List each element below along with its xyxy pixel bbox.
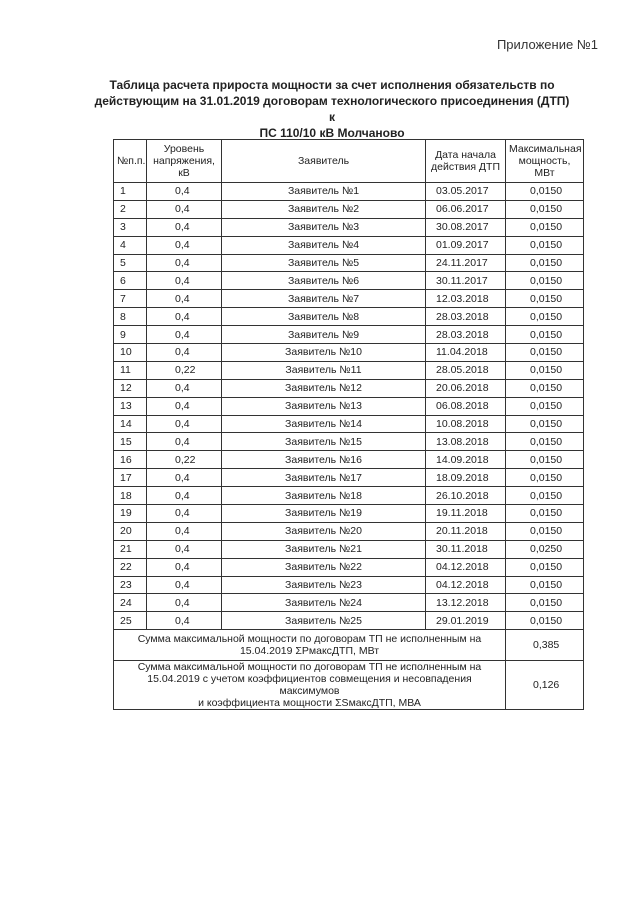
row-voltage: 0,4 bbox=[147, 540, 222, 558]
summary-row-2 bbox=[114, 661, 584, 710]
row-applicant: Заявитель №2 bbox=[222, 200, 426, 218]
row-applicant: Заявитель №10 bbox=[222, 344, 426, 362]
row-num: 20 bbox=[114, 522, 147, 540]
row-voltage: 0,4 bbox=[147, 236, 222, 254]
row-date: 11.04.2018 bbox=[426, 344, 506, 362]
table-row bbox=[114, 433, 584, 451]
summary-1-line-1: Сумма максимальной мощности по договорам ТП не исполненным на bbox=[137, 633, 482, 646]
row-num: 10 bbox=[114, 344, 147, 362]
row-power: 0,0150 bbox=[506, 469, 584, 487]
row-num: 1 bbox=[114, 183, 147, 201]
row-power: 0,0150 bbox=[506, 558, 584, 576]
row-power: 0,0150 bbox=[506, 594, 584, 612]
title-line-1: Таблица расчета прироста мощности за счет исполнения обязательств по bbox=[109, 78, 555, 92]
row-power: 0,0150 bbox=[506, 612, 584, 630]
row-power: 0,0150 bbox=[506, 522, 584, 540]
table-row bbox=[114, 540, 584, 558]
row-date: 20.11.2018 bbox=[426, 522, 506, 540]
table-row bbox=[114, 290, 584, 308]
row-num: 9 bbox=[114, 326, 147, 344]
row-voltage: 0,4 bbox=[147, 505, 222, 523]
row-voltage: 0,4 bbox=[147, 522, 222, 540]
appendix-label: Приложение №1 bbox=[496, 37, 598, 52]
table-row bbox=[114, 505, 584, 523]
capacity-table bbox=[113, 139, 584, 710]
row-date: 20.06.2018 bbox=[426, 379, 506, 397]
title-line-3: ПС 110/10 кВ Молчаново bbox=[259, 126, 405, 140]
row-date: 29.01.2019 bbox=[426, 612, 506, 630]
table-row bbox=[114, 469, 584, 487]
table-row bbox=[114, 612, 584, 630]
row-date: 13.08.2018 bbox=[426, 433, 506, 451]
row-num: 19 bbox=[114, 505, 147, 523]
row-applicant: Заявитель №1 bbox=[222, 183, 426, 201]
row-num: 18 bbox=[114, 487, 147, 505]
row-applicant: Заявитель №13 bbox=[222, 397, 426, 415]
summary-2-label bbox=[114, 661, 506, 710]
summary-row-1 bbox=[114, 630, 584, 661]
row-date: 04.12.2018 bbox=[426, 576, 506, 594]
row-date: 14.09.2018 bbox=[426, 451, 506, 469]
table-row bbox=[114, 218, 584, 236]
row-num: 4 bbox=[114, 236, 147, 254]
row-applicant: Заявитель №15 bbox=[222, 433, 426, 451]
row-voltage: 0,4 bbox=[147, 469, 222, 487]
row-date: 12.03.2018 bbox=[426, 290, 506, 308]
row-num: 25 bbox=[114, 612, 147, 630]
row-voltage: 0,4 bbox=[147, 218, 222, 236]
row-date: 03.05.2017 bbox=[426, 183, 506, 201]
row-power: 0,0150 bbox=[506, 236, 584, 254]
row-voltage: 0,4 bbox=[147, 576, 222, 594]
row-applicant: Заявитель №16 bbox=[222, 451, 426, 469]
row-date: 28.03.2018 bbox=[426, 326, 506, 344]
table-row bbox=[114, 397, 584, 415]
row-applicant: Заявитель №7 bbox=[222, 290, 426, 308]
row-power: 0,0150 bbox=[506, 344, 584, 362]
row-power: 0,0150 bbox=[506, 326, 584, 344]
row-voltage: 0,4 bbox=[147, 397, 222, 415]
row-power: 0,0150 bbox=[506, 397, 584, 415]
row-num: 6 bbox=[114, 272, 147, 290]
row-voltage: 0,22 bbox=[147, 361, 222, 379]
row-voltage: 0,4 bbox=[147, 612, 222, 630]
row-voltage: 0,4 bbox=[147, 344, 222, 362]
row-num: 7 bbox=[114, 290, 147, 308]
row-applicant: Заявитель №17 bbox=[222, 469, 426, 487]
row-applicant: Заявитель №4 bbox=[222, 236, 426, 254]
row-voltage: 0,4 bbox=[147, 290, 222, 308]
row-applicant: Заявитель №9 bbox=[222, 326, 426, 344]
row-voltage: 0,4 bbox=[147, 558, 222, 576]
row-power: 0,0150 bbox=[506, 272, 584, 290]
row-power: 0,0150 bbox=[506, 218, 584, 236]
row-voltage: 0,4 bbox=[147, 415, 222, 433]
document-title bbox=[90, 77, 574, 141]
header-voltage: Уровень напряжения, кВ bbox=[147, 140, 222, 183]
row-voltage: 0,4 bbox=[147, 183, 222, 201]
row-date: 06.08.2018 bbox=[426, 397, 506, 415]
row-applicant: Заявитель №14 bbox=[222, 415, 426, 433]
row-voltage: 0,4 bbox=[147, 326, 222, 344]
row-date: 04.12.2018 bbox=[426, 558, 506, 576]
row-date: 28.03.2018 bbox=[426, 308, 506, 326]
table-row bbox=[114, 326, 584, 344]
row-num: 15 bbox=[114, 433, 147, 451]
row-num: 5 bbox=[114, 254, 147, 272]
row-num: 12 bbox=[114, 379, 147, 397]
row-power: 0,0150 bbox=[506, 254, 584, 272]
summary-1-line-2: 15.04.2019 ΣPмаксДТП, МВт bbox=[239, 645, 380, 658]
header-num: №п.п. bbox=[114, 140, 147, 183]
row-voltage: 0,4 bbox=[147, 487, 222, 505]
row-num: 3 bbox=[114, 218, 147, 236]
row-date: 18.09.2018 bbox=[426, 469, 506, 487]
row-power: 0,0150 bbox=[506, 200, 584, 218]
row-power: 0,0150 bbox=[506, 451, 584, 469]
row-power: 0,0150 bbox=[506, 183, 584, 201]
table-row bbox=[114, 272, 584, 290]
table-row bbox=[114, 379, 584, 397]
table-row bbox=[114, 254, 584, 272]
row-num: 21 bbox=[114, 540, 147, 558]
row-voltage: 0,4 bbox=[147, 308, 222, 326]
summary-2-line-3: и коэффициента мощности ΣSмаксДТП, МВА bbox=[198, 697, 421, 710]
table-row bbox=[114, 183, 584, 201]
row-applicant: Заявитель №20 bbox=[222, 522, 426, 540]
row-applicant: Заявитель №22 bbox=[222, 558, 426, 576]
table-row bbox=[114, 308, 584, 326]
table-row bbox=[114, 522, 584, 540]
summary-2-line-1: Сумма максимальной мощности по договорам ТП не исполненным на bbox=[137, 661, 482, 674]
header-date: Дата начала действия ДТП bbox=[426, 140, 506, 183]
row-num: 24 bbox=[114, 594, 147, 612]
row-date: 19.11.2018 bbox=[426, 505, 506, 523]
table-row bbox=[114, 451, 584, 469]
row-applicant: Заявитель №19 bbox=[222, 505, 426, 523]
table-body bbox=[114, 183, 584, 630]
summary-1-label bbox=[114, 630, 506, 661]
title-line-2: действующим на 31.01.2019 договорам технологического присоединения (ДТП) к bbox=[94, 94, 570, 124]
row-power: 0,0150 bbox=[506, 379, 584, 397]
row-applicant: Заявитель №12 bbox=[222, 379, 426, 397]
row-date: 30.11.2017 bbox=[426, 272, 506, 290]
row-num: 8 bbox=[114, 308, 147, 326]
summary-2-line-2: 15.04.2019 с учетом коэффициентов совмещения и несовпадения максимумов bbox=[147, 673, 472, 698]
row-power: 0,0150 bbox=[506, 308, 584, 326]
row-date: 13.12.2018 bbox=[426, 594, 506, 612]
header-power: Максимальная мощность, МВт bbox=[506, 140, 584, 183]
row-voltage: 0,4 bbox=[147, 200, 222, 218]
row-num: 13 bbox=[114, 397, 147, 415]
row-date: 30.11.2018 bbox=[426, 540, 506, 558]
row-date: 01.09.2017 bbox=[426, 236, 506, 254]
row-power: 0,0150 bbox=[506, 576, 584, 594]
row-applicant: Заявитель №18 bbox=[222, 487, 426, 505]
row-power: 0,0150 bbox=[506, 505, 584, 523]
table-row bbox=[114, 200, 584, 218]
row-applicant: Заявитель №11 bbox=[222, 361, 426, 379]
row-num: 17 bbox=[114, 469, 147, 487]
row-power: 0,0150 bbox=[506, 290, 584, 308]
row-num: 22 bbox=[114, 558, 147, 576]
row-voltage: 0,4 bbox=[147, 379, 222, 397]
row-applicant: Заявитель №3 bbox=[222, 218, 426, 236]
summary-1-value: 0,385 bbox=[506, 630, 584, 661]
row-voltage: 0,4 bbox=[147, 272, 222, 290]
table-row bbox=[114, 558, 584, 576]
row-power: 0,0150 bbox=[506, 415, 584, 433]
table-row bbox=[114, 576, 584, 594]
row-applicant: Заявитель №5 bbox=[222, 254, 426, 272]
row-applicant: Заявитель №6 bbox=[222, 272, 426, 290]
row-num: 23 bbox=[114, 576, 147, 594]
row-voltage: 0,4 bbox=[147, 594, 222, 612]
row-date: 28.05.2018 bbox=[426, 361, 506, 379]
row-power: 0,0150 bbox=[506, 433, 584, 451]
table-row bbox=[114, 594, 584, 612]
row-power: 0,0150 bbox=[506, 361, 584, 379]
row-applicant: Заявитель №23 bbox=[222, 576, 426, 594]
row-applicant: Заявитель №8 bbox=[222, 308, 426, 326]
row-power: 0,0150 bbox=[506, 487, 584, 505]
row-voltage: 0,4 bbox=[147, 433, 222, 451]
row-date: 24.11.2017 bbox=[426, 254, 506, 272]
row-num: 16 bbox=[114, 451, 147, 469]
table-header-row bbox=[114, 140, 584, 183]
header-applicant: Заявитель bbox=[222, 140, 426, 183]
table-row bbox=[114, 415, 584, 433]
row-voltage: 0,22 bbox=[147, 451, 222, 469]
row-num: 11 bbox=[114, 361, 147, 379]
row-num: 2 bbox=[114, 200, 147, 218]
row-num: 14 bbox=[114, 415, 147, 433]
row-date: 10.08.2018 bbox=[426, 415, 506, 433]
row-applicant: Заявитель №24 bbox=[222, 594, 426, 612]
row-power: 0,0250 bbox=[506, 540, 584, 558]
table-row bbox=[114, 236, 584, 254]
table-row bbox=[114, 487, 584, 505]
row-date: 06.06.2017 bbox=[426, 200, 506, 218]
table-row bbox=[114, 361, 584, 379]
row-applicant: Заявитель №21 bbox=[222, 540, 426, 558]
row-voltage: 0,4 bbox=[147, 254, 222, 272]
row-applicant: Заявитель №25 bbox=[222, 612, 426, 630]
table-row bbox=[114, 344, 584, 362]
summary-2-value: 0,126 bbox=[506, 661, 584, 710]
row-date: 26.10.2018 bbox=[426, 487, 506, 505]
row-date: 30.08.2017 bbox=[426, 218, 506, 236]
